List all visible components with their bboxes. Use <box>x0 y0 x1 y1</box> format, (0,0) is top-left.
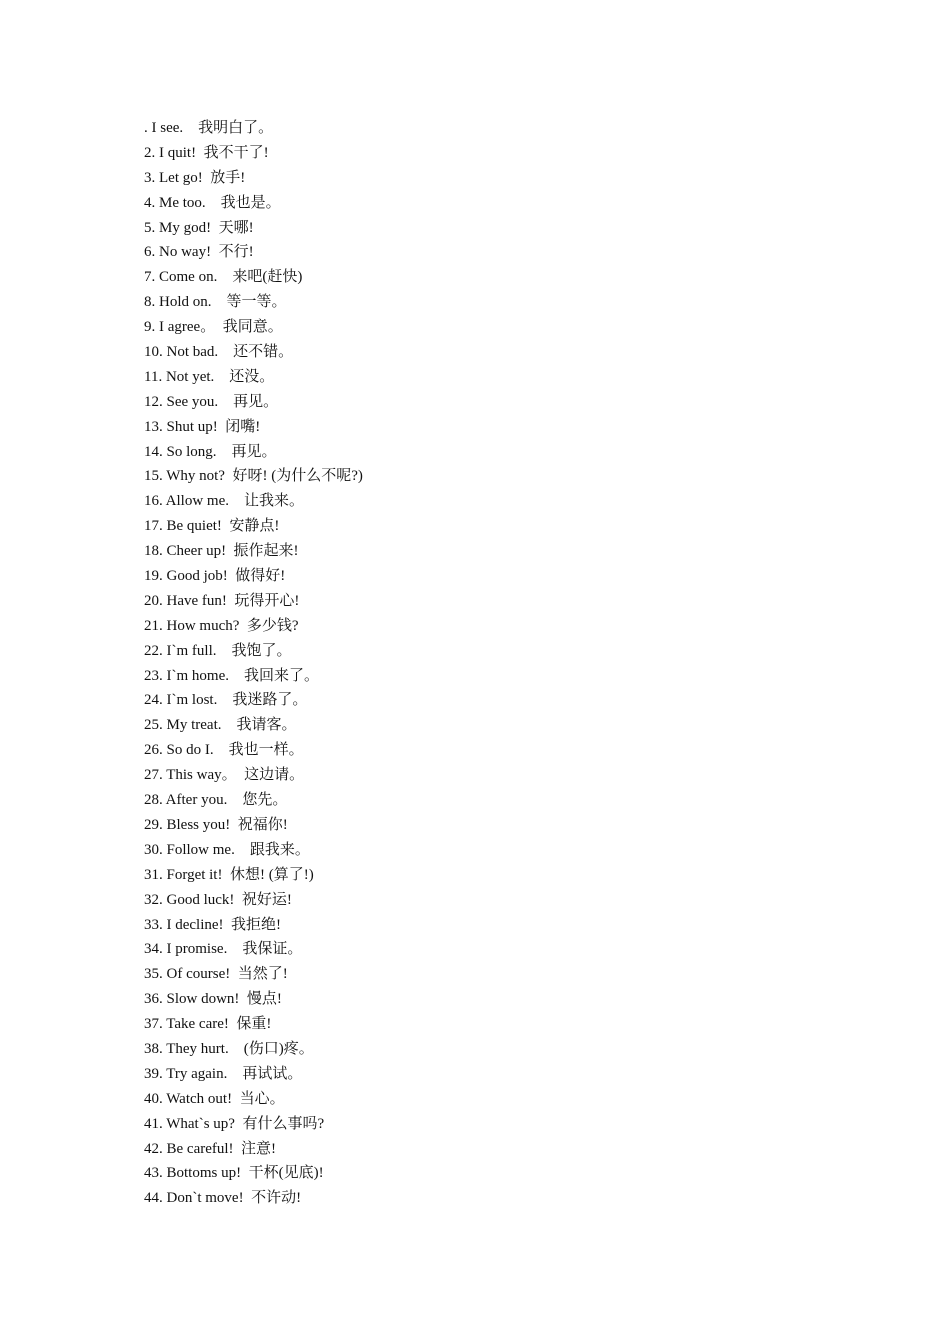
phrase-line: 32. Good luck! 祝好运! <box>144 891 292 908</box>
phrase-line: 2. I quit! 我不干了! <box>144 144 269 161</box>
phrase-line: 41. What`s up? 有什么事吗? <box>144 1115 325 1132</box>
phrase-line: 40. Watch out! 当心。 <box>144 1090 285 1107</box>
phrase-line: 31. Forget it! 休想! (算了!) <box>144 866 314 883</box>
phrase-line: 8. Hold on. 等一等。 <box>144 294 287 311</box>
phrase-line: 34. I promise. 我保证。 <box>144 941 303 958</box>
phrase-line: 21. How much? 多少钱? <box>144 617 299 634</box>
phrase-line: 29. Bless you! 祝福你! <box>144 816 288 833</box>
phrase-line: 35. Of course! 当然了! <box>144 966 288 983</box>
phrase-list <box>144 116 363 1211</box>
phrase-line: 38. They hurt. (伤口)疼。 <box>144 1040 314 1057</box>
phrase-line: 39. Try again. 再试试。 <box>144 1065 303 1082</box>
phrase-line: 27. This way。 这边请。 <box>144 767 305 784</box>
phrase-line: 9. I agree。 我同意。 <box>144 319 283 336</box>
phrase-line: 20. Have fun! 玩得开心! <box>144 592 300 609</box>
phrase-line: 33. I decline! 我拒绝! <box>144 916 282 933</box>
phrase-line: 10. Not bad. 还不错。 <box>144 344 294 361</box>
phrase-line: 28. After you. 您先。 <box>144 792 288 809</box>
phrase-line: 37. Take care! 保重! <box>144 1016 272 1033</box>
phrase-line: 15. Why not? 好呀! (为什么不呢?) <box>144 468 363 485</box>
phrase-line: 44. Don`t move! 不许动! <box>144 1190 302 1207</box>
phrase-line: 7. Come on. 来吧(赶快) <box>144 269 303 286</box>
phrase-line: 4. Me too. 我也是。 <box>144 194 281 211</box>
phrase-line: 25. My treat. 我请客。 <box>144 717 297 734</box>
phrase-line: 18. Cheer up! 振作起来! <box>144 543 299 560</box>
phrase-line: 30. Follow me. 跟我来。 <box>144 841 310 858</box>
phrase-line: 36. Slow down! 慢点! <box>144 991 282 1008</box>
phrase-line: 6. No way! 不行! <box>144 244 254 261</box>
phrase-line: 5. My god! 天哪! <box>144 219 254 236</box>
phrase-line: 13. Shut up! 闭嘴! <box>144 418 261 435</box>
phrase-line: 22. I`m full. 我饱了。 <box>144 642 292 659</box>
phrase-line: 3. Let go! 放手! <box>144 169 246 186</box>
phrase-line: 43. Bottoms up! 干杯(见底)! <box>144 1165 324 1182</box>
phrase-line: 16. Allow me. 让我来。 <box>144 493 304 510</box>
phrase-line: 19. Good job! 做得好! <box>144 568 286 585</box>
phrase-line: 23. I`m home. 我回来了。 <box>144 667 319 684</box>
phrase-line: 24. I`m lost. 我迷路了。 <box>144 692 308 709</box>
phrase-line: 12. See you. 再见。 <box>144 393 279 410</box>
phrase-line: 26. So do I. 我也一样。 <box>144 742 304 759</box>
phrase-line: 17. Be quiet! 安静点! <box>144 518 280 535</box>
phrase-line: 14. So long. 再见。 <box>144 443 277 460</box>
phrase-line: 11. Not yet. 还没。 <box>144 368 275 385</box>
phrase-line: . I see. 我明白了。 <box>144 120 274 136</box>
phrase-line: 42. Be careful! 注意! <box>144 1140 277 1157</box>
